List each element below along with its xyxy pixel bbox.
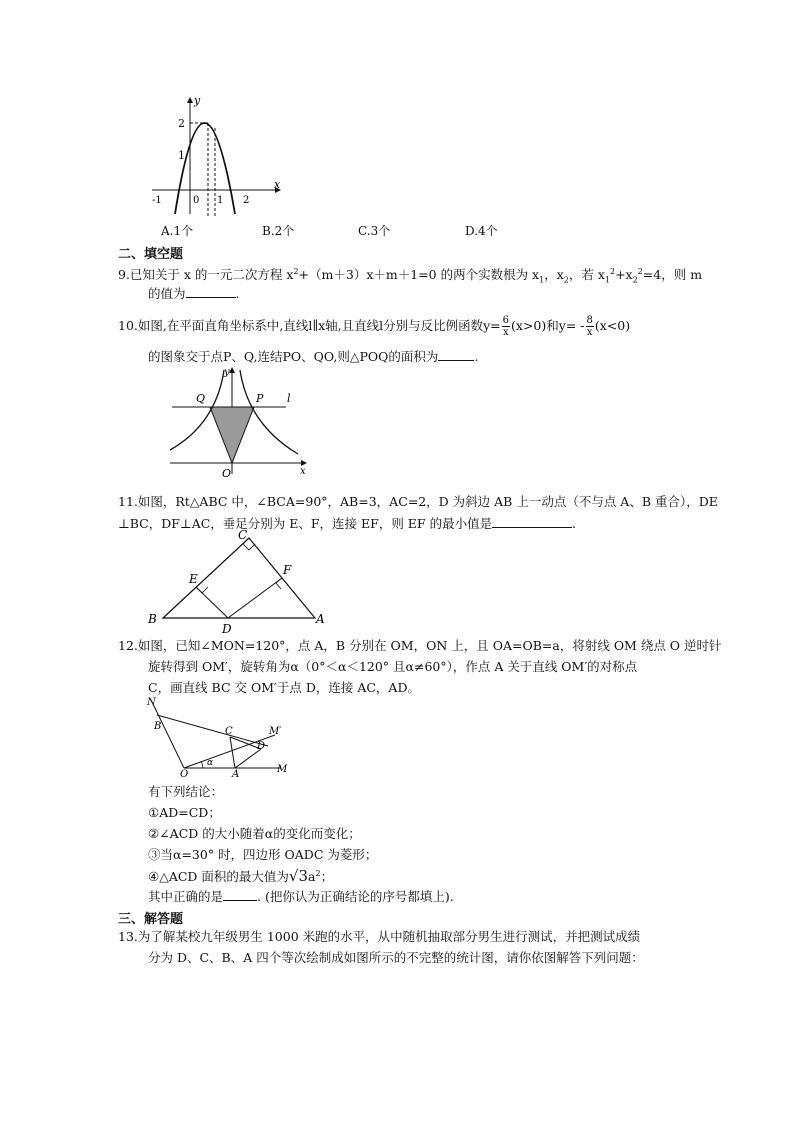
tick-xm1: -1: [152, 195, 162, 206]
q12-answer: 其中正确的是 . (把你认为正确结论的序号都填上).: [148, 889, 454, 904]
q12-conclusion-3: ③当α=30° 时，四边形 OADC 为菱形；: [148, 847, 378, 862]
label-alpha: α: [207, 758, 214, 768]
label-m: M: [277, 764, 288, 775]
axis-x-label: x: [274, 178, 281, 191]
label-e: E: [189, 572, 198, 586]
label-b: B: [154, 721, 162, 732]
q13-line2: 分为 D、C、B、A 四个等次绘制成如图所示的不完整的统计图，请你依图解答下列问题：: [148, 950, 644, 965]
label-x: x: [300, 466, 306, 477]
choice-c: C.3个: [358, 224, 391, 238]
q10-line2: 的图象交于点P、Q,连结PO、QO,则△POQ的面积为 .: [148, 349, 479, 364]
q9-line1: 9.已知关于 x 的一元二次方程 $x^2+(m+3)x+m+1=0$ 的两个实数根为 $x_1$，$x_2$，若 $x_1^2+x_2^2=4$，则 m: [118, 267, 703, 285]
tick-x2: 2: [243, 195, 250, 206]
choice-a: A.1个: [161, 224, 194, 238]
fraction-6-over-x: $\frac{6}{x}$: [502, 315, 510, 338]
label-q: Q: [196, 392, 206, 405]
q12-line3: C，画直线 BC 交 OM′于点 D，连接 AC，AD。: [148, 680, 420, 695]
tick-y1: 1: [178, 149, 185, 162]
label-a: A: [232, 769, 240, 779]
label-o: O: [180, 769, 189, 779]
q12-conclusion-1: ①AD=CD；: [148, 805, 221, 820]
label-l: l: [287, 392, 291, 405]
label-c: C: [238, 528, 248, 542]
q11-line2: ⊥BC，DF⊥AC，垂足分别为 E、F，连接 EF，则 EF 的最小值是 .: [118, 516, 577, 531]
q8-parabola-figure: [148, 92, 288, 217]
label-a: A: [316, 612, 325, 626]
label-b: B: [148, 612, 157, 626]
section-2-title: 二、填空题: [118, 247, 184, 262]
q12-conclusions-title: 有下列结论：: [148, 784, 224, 799]
q12-conclusion-2: ②∠ACD 的大小随着α的变化而变化；: [148, 826, 361, 841]
label-o: O: [222, 467, 232, 480]
label-p: P: [256, 392, 264, 405]
label-c: C: [225, 726, 233, 737]
q13-line1: 13.为了解某校九年级男生 1000 米跑的水平，从中随机抽取部分男生进行测试，并把测试成绩: [118, 929, 641, 944]
sqrt-3: √3: [288, 867, 309, 886]
tick-x0: 0: [193, 195, 200, 206]
q11-answer-blank[interactable]: [492, 515, 572, 528]
q12-line2: 旋转得到 OM′，旋转角为α（0°＜α＜120° 且α≠60°），作点 A 关于直线 OM′的对称点: [148, 659, 638, 674]
label-d: D: [257, 741, 266, 752]
label-d: D: [222, 622, 232, 636]
q11-triangle-figure: [145, 528, 340, 636]
tick-x1: 1: [217, 195, 224, 206]
label-n: N: [147, 697, 156, 708]
q10-line1: 10.如图,在平面直角坐标系中,直线l∥x轴,且直线l分别与反比例函数y= $\frac{6}{x}$ (x>0)和y= - $\frac{8}{x}$ (x<0): [118, 315, 631, 338]
label-y: y: [224, 367, 230, 378]
choice-b: B.2个: [262, 224, 295, 238]
q9-answer-blank[interactable]: [186, 285, 236, 298]
axis-y-label: y: [194, 94, 201, 107]
label-m-prime: M′: [269, 726, 282, 737]
q9-line2: 的值为 .: [148, 286, 240, 301]
label-f: F: [283, 563, 292, 577]
q12-conclusion-4: ④△ACD 面积的最大值为$√3a^2$；: [148, 867, 334, 886]
fraction-8-over-x: $\frac{8}{x}$: [586, 315, 593, 338]
q12-answer-blank[interactable]: [223, 888, 257, 901]
q12-rotation-figure: [143, 697, 295, 779]
q11-line1: 11.如图，Rt△ABC 中，∠BCA=90°，AB=3，AC=2，D 为斜边 AB 上一动点（不与点 A、B 重合），DE: [118, 494, 718, 509]
q10-answer-blank[interactable]: [438, 348, 474, 361]
q10-hyperbola-figure: [168, 364, 313, 482]
section-3-title: 三、解答题: [118, 912, 184, 927]
tick-y2: 2: [178, 117, 185, 130]
choice-d: D.4个: [465, 224, 498, 238]
q12-line1: 12.如图，已知∠MON=120°，点 A，B 分别在 OM，ON 上，且 OA=OB=a，将射线 OM 绕点 O 逆时针: [118, 638, 722, 653]
